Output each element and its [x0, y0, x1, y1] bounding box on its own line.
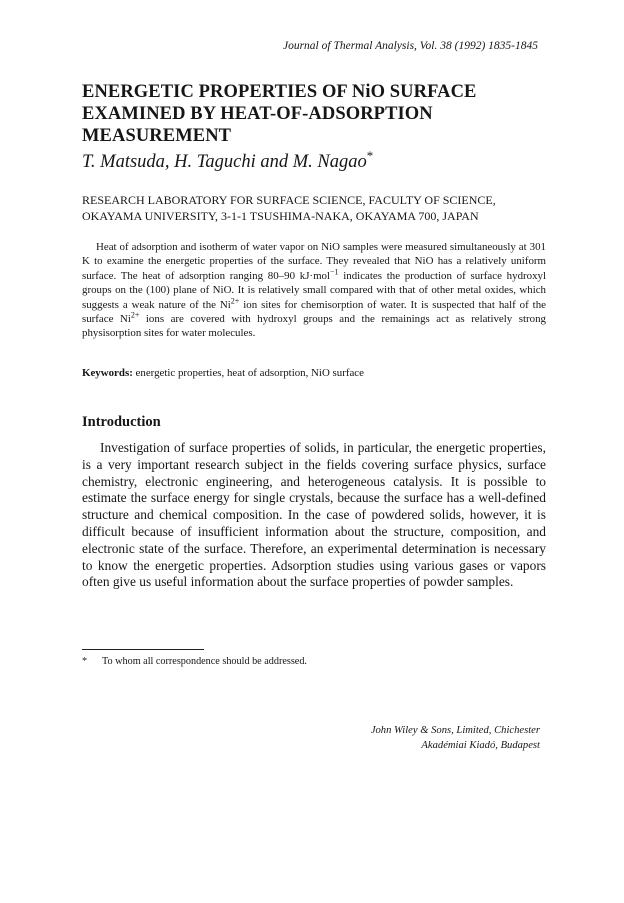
- publisher-line-1: John Wiley & Sons, Limited, Chichester: [370, 725, 540, 736]
- affiliation-line-2: OKAYAMA UNIVERSITY, 3-1-1 TSUSHIMA-NAKA, OKAYAMA 700, JAPAN: [82, 209, 479, 223]
- abstract-sup-2: 2+: [230, 296, 240, 305]
- footnote: [82, 656, 307, 667]
- publisher-block: [371, 724, 540, 753]
- correspondence-mark: *: [366, 148, 374, 163]
- abstract-text-2: indicates the production of surface hydroxyl groups on the (100) plane of NiO. It is relatively small compared with that of other metal oxides, which suggests a weak nature of the Ni: [82, 269, 546, 311]
- footnote-divider: [82, 649, 204, 650]
- abstract-text-1: Heat of adsorption and isotherm of water vapor on NiO samples were measured simultaneously at 301 K to examine the energetic properties of the surface. They revealed that NiO has a relatively uniform surface. The heat of adsorption ranging 80–90 kJ·mol: [82, 241, 546, 282]
- abstract-sup-1: −1: [330, 267, 339, 277]
- article-title: ENERGETIC PROPERTIES OF NiO SURFACE EXAMINED BY HEAT-OF-ADSORPTION MEASUREMENT: [82, 82, 477, 146]
- section-heading-introduction: Introduction: [82, 414, 161, 430]
- abstract-text-3: ion sites for chemisorption of water. It is suspected that half of the surface Ni: [82, 298, 546, 326]
- introduction-paragraph: Investigation of surface properties of solids, in particular, the energetic properties, is a very important research subject in the fields covering surface physics, surface chemistry, electronic engineering, and heterogeneous catalysis. It is possible to estimate the surface energy for single crystals, because the surface has a well-defined structure and chemical composition. In the case of powdered solids, however, it is difficult because of insufficient information about the structure, composition, and electronic state of the surface. Therefore, an experimental determination is necessary to know the energetic properties. Adsorption studies using various gases or vapors often give us useful information about the surface properties of powder samples.: [82, 440, 546, 590]
- footnote-mark: *: [82, 656, 88, 667]
- keywords-list: energetic properties, heat of adsorption, NiO surface: [132, 367, 364, 379]
- keywords-label: Keywords:: [82, 367, 133, 379]
- abstract-text-4: ions are covered with hydroxyl groups and the remainings act as relatively strong physisorption sites for water molecules.: [82, 313, 546, 340]
- publisher-line-2: Akadémiai Kiadó, Budapest: [421, 739, 540, 751]
- author-names: T. Matsuda, H. Taguchi and M. Nagao: [82, 152, 367, 173]
- affiliation-line-1: RESEARCH LABORATORY FOR SURFACE SCIENCE, FACULTY OF SCIENCE,: [82, 193, 496, 207]
- journal-reference: Journal of Thermal Analysis, Vol. 38 (1992) 1835-1845: [282, 40, 538, 52]
- footnote-text: To whom all correspondence should be addressed.: [102, 656, 307, 667]
- affiliation: [82, 192, 552, 224]
- keywords: [82, 366, 546, 380]
- abstract-sup-3: 2+: [130, 310, 140, 320]
- abstract: [82, 240, 546, 341]
- author-list: [82, 148, 373, 173]
